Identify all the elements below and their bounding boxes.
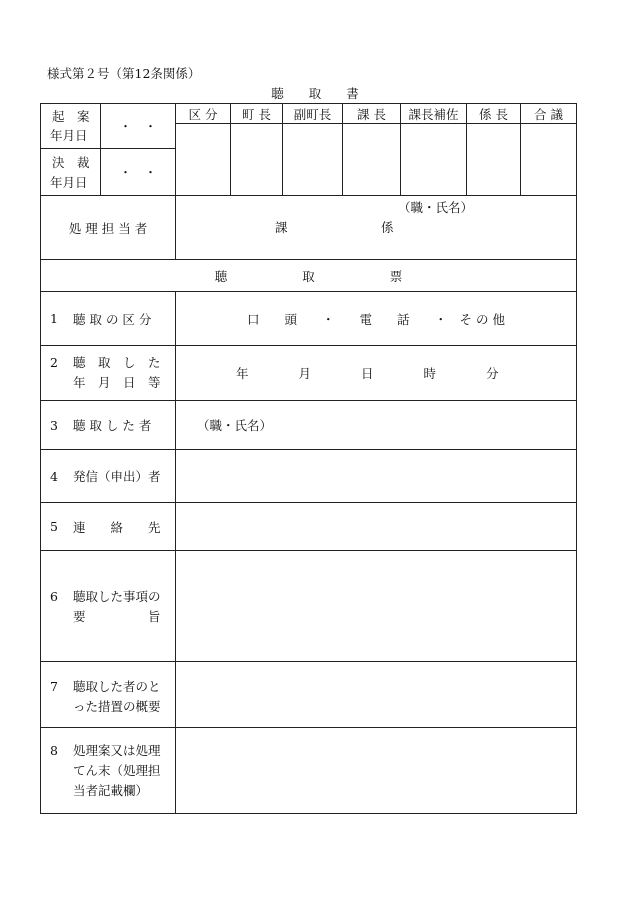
row-label-line2: てん末（処理担 <box>73 763 161 778</box>
row-label-line3: 当者記載欄） <box>73 783 149 798</box>
row-number: 5 <box>50 519 58 534</box>
row-label: 連 絡 先 <box>73 519 161 535</box>
datetime-field[interactable]: 年 月 日 時 分 <box>236 366 499 381</box>
person-in-charge-ka: 課 <box>275 220 288 235</box>
stamp-cell-kubun[interactable] <box>176 124 230 195</box>
row-label-line2: 年 月 日 等 <box>73 375 161 390</box>
form-code: 様式第２号（第12条関係） <box>47 66 201 81</box>
row-label: 発信（申出）者 <box>73 469 161 484</box>
kessai-label: 決 裁 <box>52 155 90 170</box>
stamp-cell-kacho[interactable] <box>343 124 400 195</box>
column-kakaricho: 係 長 <box>479 106 508 122</box>
row-number: 1 <box>50 311 58 326</box>
column-kacho-hosa: 課長補佐 <box>408 106 459 122</box>
person-in-charge-label: 処 理 担 当 者 <box>68 220 148 236</box>
row-label-line1: 聴 取 し た <box>73 355 161 370</box>
row-label: 聴 取 の 区 分 <box>73 311 152 327</box>
summary-field[interactable] <box>176 551 576 661</box>
row-number: 7 <box>50 678 58 694</box>
kian-date-label: 年月日 <box>50 128 88 143</box>
row-label-line1: 聴取した者のと <box>73 679 161 694</box>
kessai-date-label: 年月日 <box>50 175 88 190</box>
kian-date-value[interactable]: ・ ・ <box>119 118 157 134</box>
column-kacho: 課 長 <box>357 106 386 122</box>
stamp-cell-kakaricho[interactable] <box>467 124 520 195</box>
action-taken-field[interactable] <box>176 662 576 727</box>
hearing-method-options[interactable]: 口 頭 ・ 電 話 ・ そ の 他 <box>247 311 505 327</box>
stamp-cell-fukuchocho[interactable] <box>283 124 342 195</box>
column-gogi: 合 議 <box>534 106 563 122</box>
row-number: 4 <box>50 468 58 484</box>
person-in-charge-field[interactable] <box>176 196 576 259</box>
column-fukuchocho: 副町長 <box>293 106 332 122</box>
document-title: 聴 取 書 <box>271 86 359 101</box>
person-in-charge-note: （職・氏名） <box>398 200 474 215</box>
sender-field[interactable] <box>176 450 576 502</box>
kian-label: 起 案 <box>52 109 90 124</box>
stamp-cell-gogi[interactable] <box>521 124 576 195</box>
stamp-cell-chocho[interactable] <box>231 124 282 195</box>
contact-field[interactable] <box>176 503 576 550</box>
row-label-line2: 要 旨 <box>73 609 161 624</box>
kessai-date-value[interactable]: ・ ・ <box>119 165 157 180</box>
hearer-field[interactable]: （職・氏名） <box>197 418 273 433</box>
column-chocho: 町 長 <box>242 106 271 122</box>
row-label-line2: った措置の概要 <box>73 699 161 714</box>
row-number: 2 <box>50 354 58 370</box>
row-number: 3 <box>50 417 58 433</box>
disposition-field[interactable] <box>176 728 576 813</box>
row-number: 6 <box>50 588 58 604</box>
section-title: 聴 取 票 <box>214 268 403 284</box>
row-label-line1: 処理案又は処理 <box>73 743 161 758</box>
stamp-cell-kacho-hosa[interactable] <box>401 124 466 195</box>
row-number: 8 <box>50 742 58 758</box>
column-kubun: 区 分 <box>188 106 218 122</box>
row-label: 聴 取 し た 者 <box>73 418 152 433</box>
person-in-charge-kakari: 係 <box>381 220 394 235</box>
row-label-line1: 聴取した事項の <box>73 589 161 604</box>
